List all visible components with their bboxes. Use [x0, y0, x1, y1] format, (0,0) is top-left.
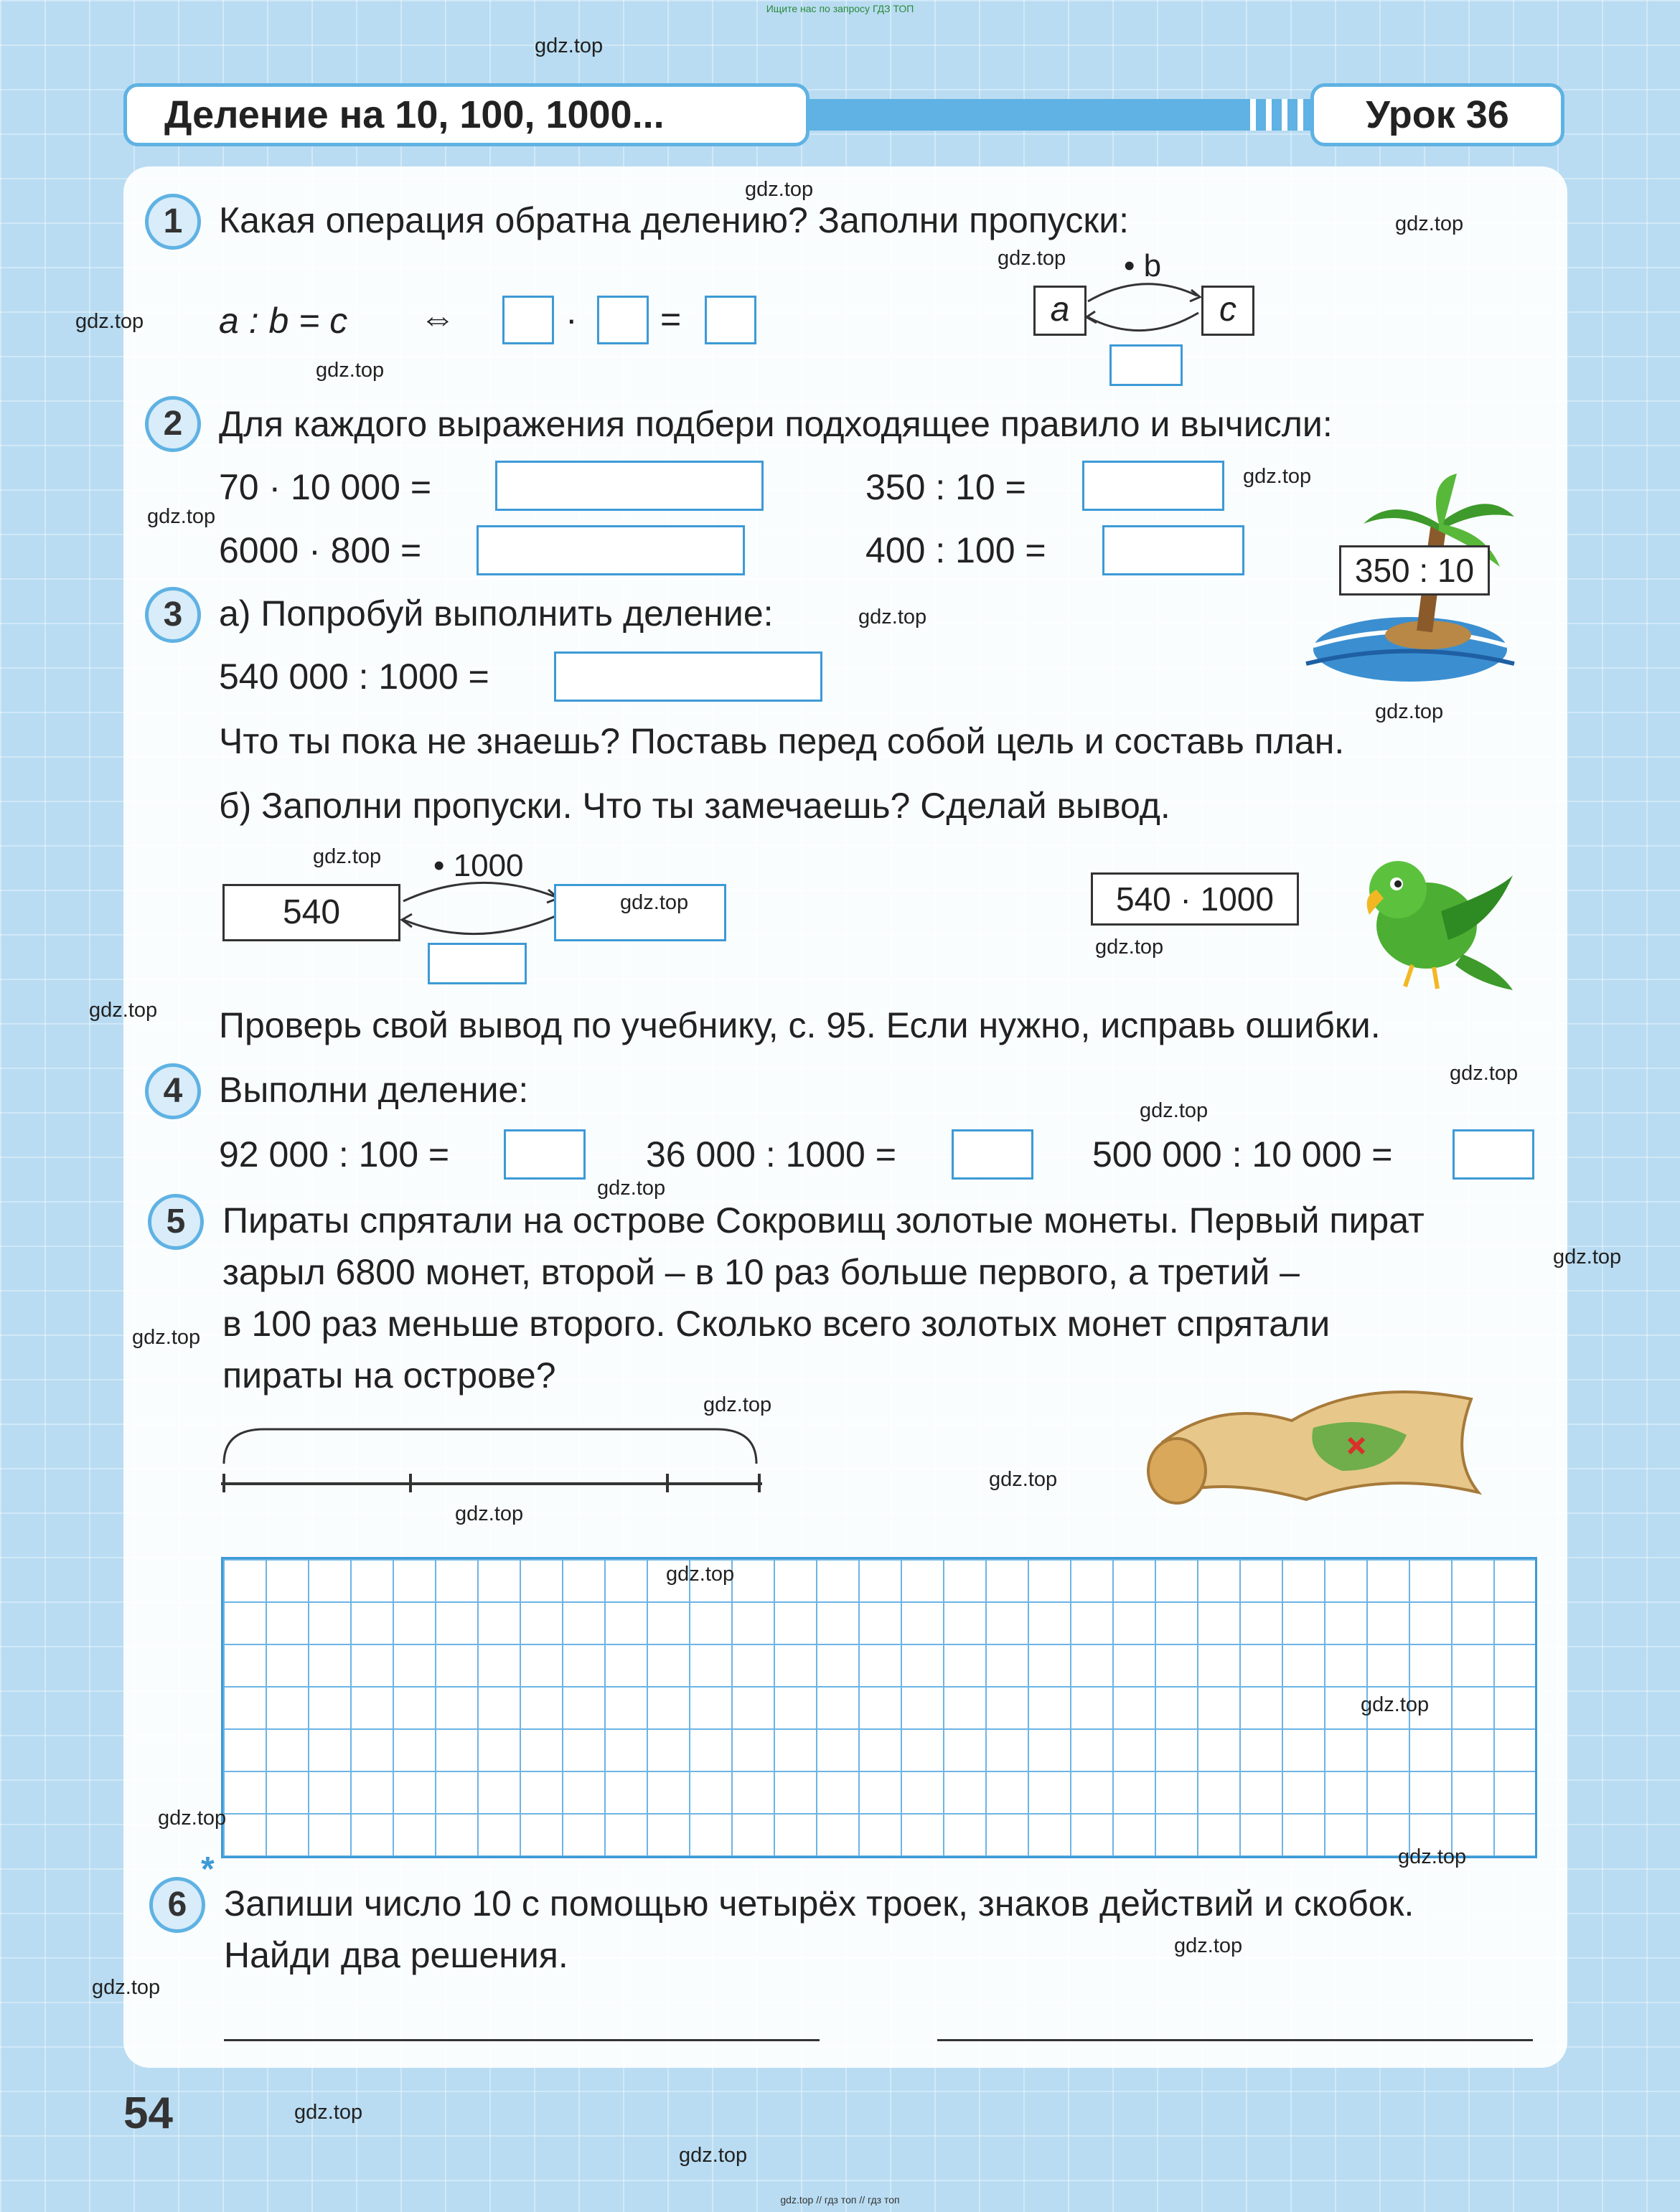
watermark-text: gdz.top: [1361, 1693, 1430, 1716]
page-number: 54: [123, 2089, 173, 2138]
watermark-text: gdz.top: [1174, 1934, 1243, 1957]
task-4-expr-3: 500 000 : 10 000 =: [1092, 1134, 1393, 1175]
header-stripes: [1240, 99, 1305, 131]
watermark-text: gdz.top: [1375, 700, 1444, 723]
diagram-1-a: a: [1033, 286, 1087, 336]
task-5-number: 5: [148, 1194, 204, 1250]
answer-box-2-3[interactable]: [1082, 461, 1224, 511]
task-1-question: Какая операция обратна делению? Заполни пропуски:: [219, 200, 1130, 240]
answer-box-3a[interactable]: [554, 651, 822, 702]
task-3-question: Что ты пока не знаешь? Поставь перед собой цель и составь план.: [219, 721, 1345, 761]
task-4-expr-2: 36 000 : 1000 =: [646, 1134, 896, 1175]
task-3-expr: 540 000 : 1000 =: [219, 656, 489, 697]
task-3-a: а) Попробуй выполнить деление:: [219, 593, 774, 634]
watermark-text: gdz.top: [158, 1807, 227, 1830]
answer-box-2-4[interactable]: [1102, 525, 1244, 575]
task-4-expr-1: 92 000 : 100 =: [219, 1134, 450, 1175]
answer-box-1a[interactable]: [502, 296, 554, 344]
page-title: Деление на 10, 100, 1000...: [123, 83, 810, 146]
watermark-text: gdz.top: [313, 845, 382, 868]
task-5-line-1: Пираты спрятали на острове Сокровищ золотые монеты. Первый пират: [222, 1200, 1425, 1241]
watermark-text: gdz.top: [92, 1976, 161, 1999]
task-1-number: 1: [145, 194, 201, 250]
task-2-expr-4: 400 : 100 =: [865, 530, 1046, 570]
watermark-text: gdz.top: [1398, 1845, 1467, 1868]
watermark-text: gdz.top: [1450, 1062, 1519, 1085]
parrot-illustration: [1333, 847, 1520, 997]
diagram-3-arrows: [399, 865, 564, 951]
equals-sign: =: [660, 299, 682, 339]
watermark-text: gdz.top: [989, 1468, 1058, 1491]
header-bar: [810, 99, 1312, 131]
task-4-title: Выполни деление:: [219, 1070, 529, 1110]
diagram-3-operation: • 1000: [433, 848, 524, 883]
watermark-text: gdz.top: [1095, 936, 1164, 959]
treasure-map-illustration: [1134, 1370, 1507, 1514]
watermark-text: gdz.top: [75, 310, 144, 333]
task-2-number: 2: [145, 396, 201, 452]
answer-box-2-2[interactable]: [477, 525, 745, 575]
segment-diagram: [221, 1421, 766, 1500]
watermark-text: gdz.top: [316, 359, 385, 382]
watermark-text: gdz.top: [620, 891, 689, 914]
task-6-line-1: Запиши число 10 с помощью четырёх троек, знаков действий и скобок.: [224, 1883, 1414, 1924]
task-2-sign: 350 : 10: [1339, 545, 1490, 596]
task-5-line-4: пираты на острове?: [222, 1355, 556, 1396]
watermark-text: gdz.top: [535, 34, 604, 57]
answer-box-3b-operation[interactable]: [428, 943, 527, 984]
watermark-text: gdz.top: [858, 606, 927, 629]
diagram-1-arrows: [1084, 267, 1206, 346]
answer-box-4-2[interactable]: [952, 1129, 1033, 1180]
task-4-number: 4: [145, 1063, 201, 1119]
solution-grid[interactable]: [221, 1557, 1537, 1858]
lesson-label: Урок 36: [1310, 83, 1564, 146]
task-6-number: 6: [149, 1877, 205, 1933]
dot-sign: ·: [566, 299, 578, 339]
watermark-text: gdz.top: [666, 1563, 735, 1586]
watermark-top: Ищите нас по запросу ГДЗ ТОП: [766, 3, 914, 14]
task-5-line-3: в 100 раз меньше второго. Сколько всего золотых монет спрятали: [222, 1304, 1331, 1344]
answer-box-4-1[interactable]: [504, 1129, 586, 1180]
task-2-expr-3: 350 : 10 =: [865, 467, 1026, 507]
watermark-text: gdz.top: [745, 178, 814, 201]
answer-line-6-2[interactable]: [937, 2039, 1533, 2041]
watermark-text: gdz.top: [89, 999, 158, 1022]
task-3-b: б) Заполни пропуски. Что ты замечаешь? Сделай вывод.: [219, 786, 1170, 826]
watermark-text: gdz.top: [679, 2144, 748, 2167]
equivalence-arrow: ⇔: [420, 298, 456, 338]
answer-box-1b[interactable]: [597, 296, 649, 344]
watermark-text: gdz.top: [147, 505, 216, 528]
diagram-1-operation: • b: [1124, 248, 1162, 283]
watermark-text: gdz.top: [1243, 465, 1312, 488]
watermark-text: gdz.top: [1395, 212, 1464, 235]
task-6-star: *: [201, 1850, 215, 1888]
diagram-3-left: 540: [222, 884, 400, 941]
diagram-1-c: c: [1201, 286, 1254, 336]
watermark-text: gdz.top: [294, 2101, 363, 2124]
task-2-expr-2: 6000 · 800 =: [219, 530, 422, 570]
task-2-question: Для каждого выражения подбери подходящее правило и вычисли:: [219, 404, 1333, 444]
task-5-line-2: зарыл 6800 монет, второй – в 10 раз больше первого, а третий –: [222, 1252, 1300, 1292]
answer-box-2-1[interactable]: [495, 461, 764, 511]
task-3-check: Проверь свой вывод по учебнику, с. 95. Если нужно, исправь ошибки.: [219, 1005, 1381, 1045]
watermark-text: gdz.top: [998, 247, 1066, 270]
watermark-text: gdz.top: [455, 1502, 524, 1525]
answer-line-6-1[interactable]: [224, 2039, 820, 2041]
task-2-expr-1: 70 · 10 000 =: [219, 467, 432, 507]
task-6-line-2: Найди два решения.: [224, 1935, 568, 1975]
watermark-text: gdz.top: [703, 1393, 772, 1416]
answer-box-1c[interactable]: [705, 296, 756, 344]
task-3-number: 3: [145, 587, 201, 643]
watermark-text: gdz.top: [1140, 1099, 1209, 1122]
task-1-expression: a : b = c: [219, 301, 348, 341]
answer-box-1-operation[interactable]: [1109, 344, 1183, 386]
watermark-text: gdz.top: [1553, 1246, 1622, 1269]
watermark-text: gdz.top: [132, 1326, 201, 1349]
watermark-text: gdz.top: [597, 1177, 666, 1200]
answer-box-4-3[interactable]: [1453, 1129, 1534, 1180]
watermark-bottom: gdz.top // гдз топ // гдз топ: [780, 2194, 900, 2206]
task-3-card: 540 · 1000: [1091, 872, 1299, 926]
